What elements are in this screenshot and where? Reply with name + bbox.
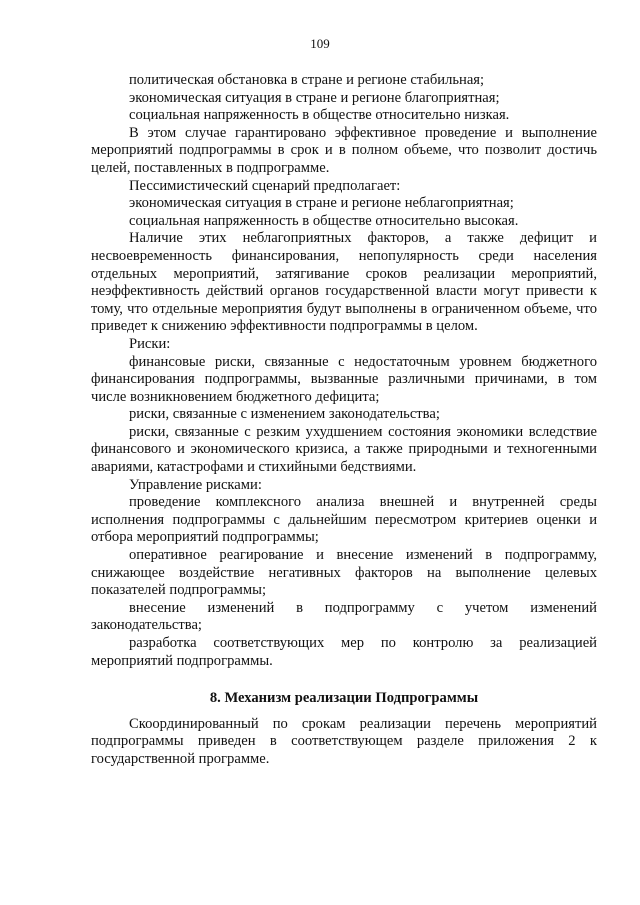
paragraph: В этом случае гарантировано эффективное проведение и выполнение мероприятий подпрограммы в срок и в полном объеме, что позволит достичь целей, поставленных в подпрограмме. xyxy=(91,124,597,176)
paragraph: политическая обстановка в стране и регионе стабильная; xyxy=(129,72,485,88)
paragraph: оперативное реагирование и внесение изменений в подпрограмму, снижающее воздействие негативных факторов на выполнение целевых показателей подпрограммы; xyxy=(91,547,597,599)
paragraph: проведение комплексного анализа внешней и внутренней среды исполнения подпрограммы с дальнейшим пересмотром критериев оценки и отбора мероприятий подпрограммы; xyxy=(91,494,597,546)
paragraph: разработка соответствующих мер по контролю за реализацией мероприятий подпрограммы. xyxy=(91,635,597,669)
page-number: 109 xyxy=(310,36,330,51)
paragraph: риски, связанные с резким ухудшением состояния экономики вследствие финансового и экономического кризиса, а также природными и техногенными авариями, катастрофами и стихийными бедствиями. xyxy=(91,423,597,476)
paragraph: внесение изменений в подпрограмму с учетом изменений законодательства; xyxy=(91,599,597,634)
paragraph: экономическая ситуация в стране и регионе неблагоприятная; xyxy=(129,195,514,212)
paragraph: Риски: xyxy=(129,335,171,352)
paragraph: Скоординированный по срокам реализации перечень мероприятий подпрограммы приведен в соответствующем разделе приложения 2 к государственной программе. xyxy=(91,715,597,767)
paragraph: социальная напряженность в обществе относительно высокая. xyxy=(129,212,519,229)
paragraph: экономическая ситуация в стране и регионе благоприятная; xyxy=(129,89,500,106)
paragraph: Наличие этих неблагоприятных факторов, а также дефицит и несвоевременность финансирования, непопулярность среди населения отдельных мероприятий, затягивание сроков реализации мероприятий, неэффективность действий органов государственной власти могут привести к тому, что отдельные мероприятия будут выполнены в ограниченном объеме, что приведет к снижению эффективности подпрограммы в целом. xyxy=(91,230,597,335)
section-heading: 8. Механизм реализации Подпрограммы xyxy=(209,690,479,707)
paragraph: риски, связанные с изменением законодательства; xyxy=(129,406,440,423)
paragraph: Пессимистический сценарий предполагает: xyxy=(129,177,401,194)
document-body xyxy=(91,72,597,769)
paragraph: Управление рисками: xyxy=(129,476,262,493)
paragraph: социальная напряженность в обществе относительно низкая. xyxy=(129,107,510,124)
paragraph: финансовые риски, связанные с недостаточным уровнем бюджетного финансирования подпрограммы, вызванные различными причинами, в том числе возникновением бюджетного дефицита; xyxy=(91,353,597,405)
